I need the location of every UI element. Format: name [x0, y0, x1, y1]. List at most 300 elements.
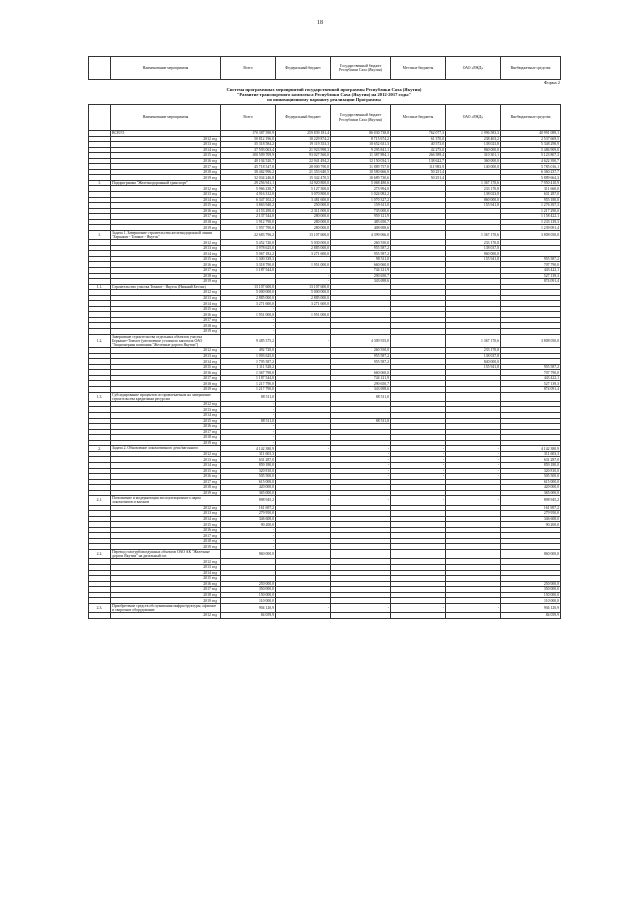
row-value: 10 652 631,3: [331, 142, 391, 148]
row-value: -: [446, 451, 501, 457]
row-value: [446, 392, 501, 401]
row-value: 1 233 139,3: [501, 219, 561, 225]
row-value: 527 139,3: [501, 381, 561, 387]
row-value: [276, 550, 331, 559]
row-value: -: [276, 334, 331, 348]
row-value: [391, 230, 446, 239]
row-value: 11 387 884,1: [331, 153, 391, 159]
row-value: 744 121,9: [331, 375, 391, 381]
row-value: 84 059,9: [221, 613, 276, 619]
row-value: 311 660,0: [501, 186, 561, 192]
row-index: 2.2.: [89, 550, 111, 559]
row-value: 365 000,0: [221, 490, 276, 496]
col-header: Внебюджетные средства: [501, 57, 561, 80]
row-value: 343 698,6: [331, 279, 391, 285]
row-year: 2012 год: [111, 240, 221, 246]
row-value: 40 991 089,1: [501, 131, 561, 137]
row-value: 1 367 790,0: [221, 370, 276, 376]
row-value: 280 000,0: [276, 225, 331, 231]
row-value: -: [221, 306, 276, 312]
row-value: 13 107 600,0: [221, 284, 276, 290]
col-header: [89, 105, 111, 131]
row-year: 2017 год: [111, 479, 221, 485]
row-year: 2012 год: [111, 451, 221, 457]
row-value: 7 950 410,9: [501, 180, 561, 186]
row-value: 14 920 800,0: [276, 180, 331, 186]
row-year: 2012 год: [111, 186, 221, 192]
row-value: 11 889 757,8: [331, 164, 391, 170]
row-value: 280 000,0: [276, 219, 331, 225]
row-value: 279 950,0: [221, 511, 276, 517]
form-label: Форма 2: [543, 80, 560, 85]
row-value: 5 127 500,0: [276, 186, 331, 192]
row-value: 150 000,0: [221, 592, 276, 598]
row-value: 88 511,0: [331, 418, 391, 424]
row-value: 840 000,0: [446, 359, 501, 365]
row-value: 138 023,8: [446, 142, 501, 148]
table-row: [89, 603, 561, 612]
col-header: Федеральный бюджет: [276, 105, 331, 131]
row-value: 707 790,0: [501, 370, 561, 376]
top-header-row: [89, 57, 561, 80]
row-value: 170 387 590,9: [221, 131, 276, 137]
row-value: -: [221, 429, 276, 435]
row-value: 707 790,0: [501, 262, 561, 268]
col-header: Местные бюджеты: [391, 57, 446, 80]
row-value: 19 119 353,3: [276, 142, 331, 148]
title-line: Система программных мероприятий государственной программы Республики Саха (Якутия): [226, 87, 422, 92]
row-value: [276, 392, 331, 401]
row-year: 2012 год: [111, 613, 221, 619]
row-value: 505 500,0: [221, 474, 276, 480]
row-value: 90 200,0: [221, 522, 276, 528]
row-value: 4 309 555,0: [331, 334, 391, 348]
row-value: 138 023,8: [446, 192, 501, 198]
row-value: 860 000,0: [446, 197, 501, 203]
row-value: -: [446, 446, 501, 452]
row-index: 2.: [89, 446, 111, 452]
row-value: -: [446, 603, 501, 612]
row-value: 4 399 066,0: [331, 230, 391, 239]
row-title: Завершение строительства отдельных объектов участка Беркакит-Томмот (увеличение уставного капитала ОАО "Акционерная компания "Железные дороги Якутии"): [111, 334, 221, 348]
row-value: 50 251,4: [391, 175, 446, 181]
row-value: 420 000,0: [501, 485, 561, 491]
row-year: 2016 год: [111, 474, 221, 480]
row-value: 1 187 544,0: [221, 375, 276, 381]
row-value: 4 622 390,7: [501, 158, 561, 164]
row-value: -: [391, 474, 446, 480]
row-value: -: [391, 451, 446, 457]
col-header: Всего: [221, 57, 276, 80]
row-value: 150 000,0: [501, 592, 561, 598]
row-year: 2014 год: [111, 359, 221, 365]
row-value: 1 158 422,1: [501, 214, 561, 220]
row-year: 2018 год: [111, 592, 221, 598]
row-value: 1 951 000,0: [221, 312, 276, 318]
row-year: 2015 год: [111, 203, 221, 209]
row-value: 631 287,0: [501, 457, 561, 463]
row-title: Задача 1. Завершение строительства железнодорожной линии "Беркакит - Томмот - Якутск": [111, 230, 221, 239]
row-year: 2012 год: [111, 401, 221, 407]
row-value: 15 342 470,5: [276, 175, 331, 181]
row-value: 5 067 182,2: [221, 251, 276, 257]
row-value: 35 318 584,2: [221, 142, 276, 148]
row-value: 138 622,7: [391, 158, 446, 164]
row-year: 2017 год: [111, 317, 221, 323]
row-value: -: [276, 603, 331, 612]
row-value: 365 000,0: [501, 490, 561, 496]
page-number: 18: [317, 20, 323, 26]
row-value: 5 030 000,0: [276, 240, 331, 246]
row-value: -: [221, 323, 276, 329]
row-value: 4 916 312,0: [221, 192, 276, 198]
col-header: Государственный бюджет Республики Саха (Якутия): [331, 57, 391, 80]
row-year: 2015 год: [111, 468, 221, 474]
row-value: [276, 613, 331, 619]
row-value: 250 000,0: [501, 581, 561, 587]
row-value: 13 107 600,0: [276, 284, 331, 290]
row-value: 3 808 050,0: [501, 334, 561, 348]
row-value: [331, 613, 391, 619]
row-value: 1 367 170,6: [446, 230, 501, 239]
row-value: 5 785 016,1: [501, 164, 561, 170]
row-value: 311 603,3: [501, 451, 561, 457]
row-value: 290 650,7: [331, 381, 391, 387]
row-title: Приобретение средств обслуживания инфраструктуры, офисное и сварочное оборудование: [111, 603, 221, 612]
table-row: [89, 613, 561, 619]
row-value: 898 945,2: [221, 496, 276, 505]
row-value: 1 111 528,2: [221, 364, 276, 370]
row-value: 1 795 587,2: [221, 359, 276, 365]
row-value: 3 481 600,0: [276, 197, 331, 203]
row-value: 266 589,4: [391, 153, 446, 159]
row-value: 660 060,0: [331, 262, 391, 268]
row-year: 2012 год: [111, 136, 221, 142]
row-value: 1 367 170,6: [446, 334, 501, 348]
row-value: 233 170,8: [446, 186, 501, 192]
row-value: 98 511,0: [331, 256, 391, 262]
row-year: 2012 год: [111, 348, 221, 354]
row-value: -: [446, 496, 501, 505]
row-year: 2018 год: [111, 381, 221, 387]
col-header: Местные бюджеты: [391, 105, 446, 131]
row-value: 955 587,2: [331, 251, 391, 257]
table-row: [89, 230, 561, 239]
row-value: 1 070 327,2: [331, 197, 391, 203]
row-value: 360 000,0: [446, 158, 501, 164]
row-value: 4 142 380,9: [501, 446, 561, 452]
row-value: 9 485 375,2: [221, 334, 276, 348]
row-value: 3 863 940,2: [221, 203, 276, 209]
row-value: 110 000,0: [221, 598, 276, 604]
row-value: -: [221, 424, 276, 430]
row-year: 2018 год: [111, 435, 221, 441]
row-value: -: [391, 496, 446, 505]
row-value: -: [221, 544, 276, 550]
row-value: 38 462 996,2: [221, 169, 276, 175]
row-title: Перевод газотурбовоздушных объектов ОАО АК "Железные дороги Якутии" на дизельный газ: [111, 550, 221, 559]
row-value: -: [331, 496, 391, 505]
row-value: 3 808 050,0: [501, 230, 561, 239]
row-year: 2019 год: [111, 490, 221, 496]
row-value: 955 587,2: [331, 359, 391, 365]
row-value: 21 923 998,3: [276, 147, 331, 153]
row-value: 1 912 790,0: [221, 219, 276, 225]
row-value: 22 683 796,2: [221, 230, 276, 239]
row-year: 2018 год: [111, 538, 221, 544]
col-header: Всего: [221, 105, 276, 131]
row-value: 311 603,3: [221, 451, 276, 457]
table-row: [89, 392, 561, 401]
row-value: 955 587,2: [501, 364, 561, 370]
row-year: 2019 год: [111, 175, 221, 181]
row-value: 259 839 181,4: [276, 131, 331, 137]
row-value: 5 452 720,0: [221, 240, 276, 246]
row-value: 10 580 666,0: [331, 169, 391, 175]
row-value: 4 142 380,9: [221, 446, 276, 452]
row-year: 2016 год: [111, 370, 221, 376]
row-value: -: [331, 446, 391, 452]
row-value: 1 276 397,3: [501, 203, 561, 209]
row-value: 1 996 583,3: [446, 131, 501, 137]
row-value: -: [446, 474, 501, 480]
row-year: 2017 год: [111, 429, 221, 435]
row-year: 2014 год: [111, 147, 221, 153]
row-value: 161 697,2: [501, 505, 561, 511]
row-value: 161 697,2: [221, 505, 276, 511]
row-year: 2016 год: [111, 262, 221, 268]
row-year: 2012 год: [111, 505, 221, 511]
row-year: 2016 год: [111, 424, 221, 430]
row-value: 898 945,2: [501, 496, 561, 505]
row-index: 1.2.: [89, 334, 111, 348]
col-header: ОАО «РЖД»: [446, 57, 501, 80]
title-line: "Развитие транспортного комплекса Республики Саха (Якутия) на 2012-2017 годы": [236, 92, 412, 98]
row-value: 233 170,8: [446, 348, 501, 354]
row-value: 959 121,9: [331, 214, 391, 220]
row-value: 1 300 339,3: [221, 256, 276, 262]
row-title: Задача 2. Обновление локомотивного депо/вагонного: [111, 446, 221, 452]
row-year: 2013 год: [111, 245, 221, 251]
row-value: 50 812 196,0: [221, 136, 276, 142]
row-value: 955 587,2: [331, 245, 391, 251]
row-value: 5 966 238,7: [221, 186, 276, 192]
row-year: 2019 год: [111, 329, 221, 335]
row-value: 1 217 790,0: [221, 386, 276, 392]
table-row: [89, 180, 561, 186]
row-value: 3 318 790,0: [221, 262, 276, 268]
col-header: ОАО «РЖД»: [446, 105, 501, 131]
row-value: 5 348 298,9: [501, 142, 561, 148]
row-year: 2013 год: [111, 192, 221, 198]
row-year: 2018 год: [111, 169, 221, 175]
row-value: 762 077,3: [391, 131, 446, 137]
row-value: -: [276, 279, 331, 285]
row-value: 138 037,8: [446, 353, 501, 359]
row-value: 874 091,4: [501, 386, 561, 392]
row-value: 860 000,0: [221, 550, 276, 559]
row-value: 860 000,0: [446, 251, 501, 257]
row-value: 86 030 738,8: [331, 131, 391, 137]
row-value: [446, 613, 501, 619]
row-value: -: [276, 496, 331, 505]
row-value: 5 000 000,0: [221, 290, 276, 296]
row-value: 155 941,8: [446, 364, 501, 370]
row-value: 955 587,2: [331, 353, 391, 359]
row-value: 631 287,0: [501, 192, 561, 198]
row-year: 2015 год: [111, 576, 221, 582]
row-title: Подпрограмма "Железнодорожный транспорт": [111, 180, 221, 186]
row-value: -: [221, 317, 276, 323]
row-value: 2 885 000,0: [276, 295, 331, 301]
row-year: 2017 год: [111, 375, 221, 381]
row-value: 159 611,0: [331, 203, 391, 209]
table-row: [89, 550, 561, 559]
row-value: 3 271 600,0: [276, 301, 331, 307]
row-value: -: [331, 462, 391, 468]
row-year: 2017 год: [111, 533, 221, 539]
row-value: 61 370,0: [391, 136, 446, 142]
row-value: 904 120,9: [221, 603, 276, 612]
col-header: Государственный бюджет Республики Саха (Якутия): [331, 105, 391, 131]
row-value: 13 107 600,0: [276, 230, 331, 239]
row-value: 22 941 494,2: [276, 158, 331, 164]
row-value: 9 295 841,1: [331, 147, 391, 153]
row-year: 2014 год: [111, 197, 221, 203]
row-value: -: [331, 603, 391, 612]
row-value: 443 422,1: [501, 375, 561, 381]
row-value: 138 037,8: [446, 245, 501, 251]
row-index: [89, 613, 111, 619]
row-value: 42 275,0: [391, 147, 446, 153]
row-value: 2 537 669,5: [501, 136, 561, 142]
row-value: -: [446, 468, 501, 474]
row-year: 2019 год: [111, 279, 221, 285]
row-year: 2015 год: [111, 364, 221, 370]
row-title: Строительство участка Томмот - Якутск (Нижний Бестях): [111, 284, 221, 290]
row-value: -: [221, 533, 276, 539]
row-year: 2019 год: [111, 598, 221, 604]
row-index: 1.1.: [89, 284, 111, 290]
row-year: 2016 год: [111, 158, 221, 164]
row-year: 2012 год: [111, 290, 221, 296]
row-value: 955 180,0: [501, 197, 561, 203]
row-value: 310 301,1: [446, 153, 501, 159]
table-row: [89, 496, 561, 505]
row-index: 2.3.: [89, 603, 111, 612]
row-value: 45 718 547,8: [221, 164, 276, 170]
row-index: 1.3.: [89, 392, 111, 401]
row-value: 320 810,0: [501, 468, 561, 474]
row-value: 1 217 290,0: [501, 208, 561, 214]
row-value: 859 180,0: [501, 462, 561, 468]
row-value: 735 000,0: [331, 208, 391, 214]
row-value: 238 403,2: [446, 136, 501, 142]
row-value: 3 978 625,0: [221, 245, 276, 251]
row-value: 420 000,0: [221, 485, 276, 491]
row-value: -: [391, 462, 446, 468]
row-index: 1.: [89, 230, 111, 239]
row-value: 859 180,0: [221, 462, 276, 468]
row-value: 5 123 807,3: [501, 153, 561, 159]
row-value: 88 511,0: [221, 418, 276, 424]
row-value: 6 347 102,2: [221, 197, 276, 203]
row-year: 2018 год: [111, 323, 221, 329]
row-year: 2014 год: [111, 516, 221, 522]
row-value: 343 698,6: [331, 386, 391, 392]
row-value: 40 573,0: [391, 142, 446, 148]
row-value: [391, 334, 446, 348]
row-index: 1.: [89, 180, 111, 186]
row-value: -: [276, 273, 331, 279]
top-header-table: [88, 56, 561, 80]
row-value: -: [391, 457, 446, 463]
row-value: 527 139,3: [501, 273, 561, 279]
row-value: 233 170,8: [446, 240, 501, 246]
row-year: 2017 год: [111, 164, 221, 170]
col-header: [89, 57, 111, 80]
row-value: 320 810,0: [221, 468, 276, 474]
row-year: 2017 год: [111, 587, 221, 593]
row-year: 2013 год: [111, 407, 221, 413]
row-value: 408 698,6: [331, 225, 391, 231]
row-year: 2015 год: [111, 256, 221, 262]
row-value: -: [221, 440, 276, 446]
row-value: 3 070 800,0: [276, 192, 331, 198]
row-year: 2014 год: [111, 301, 221, 307]
row-value: 8 715 674,2: [331, 136, 391, 142]
row-value: 93 027 560,0: [276, 153, 331, 159]
row-year: 2014 год: [111, 251, 221, 257]
row-value: -: [331, 474, 391, 480]
row-value: 84 059,9: [501, 613, 561, 619]
row-year: 2017 год: [111, 267, 221, 273]
program-measures-table: [88, 104, 561, 619]
row-value: -: [331, 451, 391, 457]
document-title: [88, 87, 560, 103]
row-value: [501, 392, 561, 401]
row-year: 2016 год: [111, 312, 221, 318]
row-value: -: [331, 457, 391, 463]
row-year: 2013 год: [111, 142, 221, 148]
title-line: по инновационному варианту реализации Программы: [267, 97, 381, 103]
row-value: 260 550,0: [331, 240, 391, 246]
row-value: 350 000,0: [221, 587, 276, 593]
row-year: 2015 год: [111, 522, 221, 528]
row-title: Субсидирование процентов по привлекаемым на завершение строительства кредитным ресурсам: [111, 392, 221, 401]
row-value: 874 091,4: [501, 279, 561, 285]
row-year: 2012 год: [111, 559, 221, 565]
table-row: [89, 334, 561, 348]
row-value: 155 941,8: [446, 256, 501, 262]
row-value: 1 957 790,0: [221, 225, 276, 231]
row-value: 631 287,0: [221, 457, 276, 463]
row-value: 744 121,9: [331, 267, 391, 273]
row-value: [331, 550, 391, 559]
row-value: 37 593 063,4: [221, 147, 276, 153]
col-header: Федеральный бюджет: [276, 57, 331, 80]
row-year: 2014 год: [111, 413, 221, 419]
row-value: 3 271 600,0: [221, 301, 276, 307]
row-value: 1 239 091,4: [501, 225, 561, 231]
row-year: 2016 год: [111, 581, 221, 587]
row-value: 492 720,0: [221, 348, 276, 354]
row-value: 155 941,8: [446, 203, 501, 209]
row-value: 90 200,0: [501, 522, 561, 528]
row-value: 28 000 790,0: [276, 164, 331, 170]
row-value: [391, 392, 446, 401]
row-value: 2 311 000,0: [276, 208, 331, 214]
